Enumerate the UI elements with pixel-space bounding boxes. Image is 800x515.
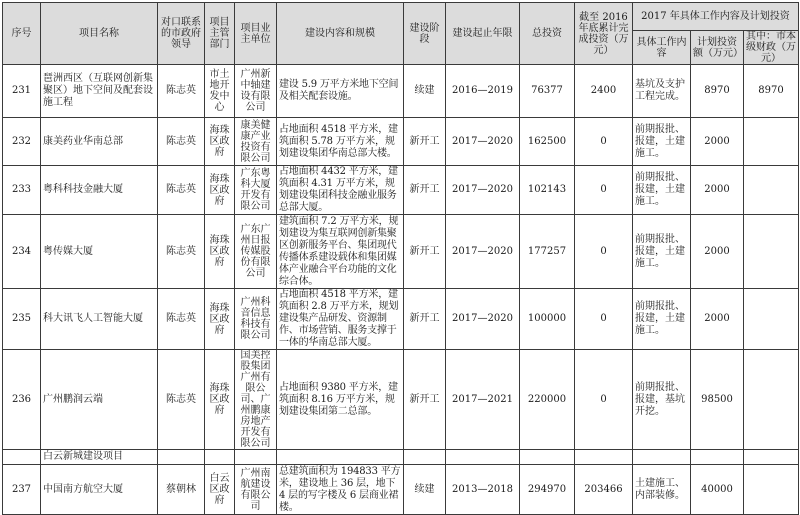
cell-name: 琶洲西区（互联网创新集聚区）地下空间及配套设施工程 bbox=[41, 65, 158, 118]
cell-scope: 建设 5.9 万平方米地下空间及相关配套设施。 bbox=[277, 65, 404, 118]
table-row bbox=[3, 289, 799, 350]
cell-name: 粤传媒大厦 bbox=[41, 215, 158, 289]
cell-owner: 康美健康产业投资有限公司 bbox=[235, 118, 277, 166]
cell-stage: 新开工 bbox=[404, 289, 446, 350]
table-body bbox=[3, 65, 799, 515]
cell-completed: 203466 bbox=[575, 465, 633, 515]
cell-dept: 海珠区政府 bbox=[205, 350, 235, 450]
cell-seq: 237 bbox=[3, 465, 41, 515]
cell-dept: 白云区政府 bbox=[205, 465, 235, 515]
cell-stage: 新开工 bbox=[404, 350, 446, 450]
cell-owner: 广州南航建设有限公司 bbox=[235, 465, 277, 515]
cell-dept: 海珠区政府 bbox=[205, 118, 235, 166]
cell-city-fiscal bbox=[744, 215, 799, 289]
cell-period: 2017—2020 bbox=[446, 118, 520, 166]
cell-owner: 广州科音信息科技有限公司 bbox=[235, 289, 277, 350]
cell-city-fiscal bbox=[744, 465, 799, 515]
cell-owner: 广东广州日报传媒股份有限公司 bbox=[235, 215, 277, 289]
project-table bbox=[2, 2, 799, 515]
header-dept: 项目主管部门 bbox=[205, 3, 235, 65]
cell-completed: 0 bbox=[575, 289, 633, 350]
cell-leader: 陈志英 bbox=[158, 215, 205, 289]
header-period: 建设起止年限 bbox=[446, 3, 520, 65]
cell-dept: 海珠区政府 bbox=[205, 215, 235, 289]
cell-city-fiscal bbox=[744, 350, 799, 450]
table-row bbox=[3, 215, 799, 289]
header-stage: 建设阶段 bbox=[404, 3, 446, 65]
cell-owner: 广东粤科大厦开发有限公司 bbox=[235, 166, 277, 215]
cell-work: 土建施工、内部装修。 bbox=[633, 465, 691, 515]
cell-completed: 2400 bbox=[575, 65, 633, 118]
header-plan-group: 2017 年具体工作内容及计划投资 bbox=[633, 3, 799, 31]
table-row bbox=[3, 65, 799, 118]
cell-total: 220000 bbox=[520, 350, 575, 450]
cell-total: 294970 bbox=[520, 465, 575, 515]
cell-city-fiscal bbox=[744, 118, 799, 166]
cell-plan-invest: 2000 bbox=[691, 215, 744, 289]
cell-total: 162500 bbox=[520, 118, 575, 166]
cell-stage: 新开工 bbox=[404, 215, 446, 289]
cell-period: 2017—2020 bbox=[446, 215, 520, 289]
cell-completed: 0 bbox=[575, 166, 633, 215]
cell-name: 粤科科技金融大厦 bbox=[41, 166, 158, 215]
cell-period: 2017—2020 bbox=[446, 289, 520, 350]
header-scope: 建设内容和规模 bbox=[277, 3, 404, 65]
cell-completed: 0 bbox=[575, 350, 633, 450]
cell-leader: 蔡朝林 bbox=[158, 465, 205, 515]
cell-plan-invest: 8970 bbox=[691, 65, 744, 118]
cell-seq: 231 bbox=[3, 65, 41, 118]
cell-seq: 233 bbox=[3, 166, 41, 215]
header-total: 总投资 bbox=[520, 3, 575, 65]
cell-scope: 建筑面积 7.2 万平方米，规划建设为集互联网创新集聚区创新服务平台、集团现代传播体系建设载体和集团媒体产业融合平台功能的文化综合体。 bbox=[277, 215, 404, 289]
cell-dept: 市土地开发中心 bbox=[205, 65, 235, 118]
cell-total: 102143 bbox=[520, 166, 575, 215]
cell-work: 基坑及支护工程完成。 bbox=[633, 65, 691, 118]
table-row bbox=[3, 465, 799, 515]
header-city-fiscal: 其中：市本级财政（万元） bbox=[744, 31, 799, 65]
cell-stage: 新开工 bbox=[404, 166, 446, 215]
cell-owner: 广州新中轴建设有限公司 bbox=[235, 65, 277, 118]
section-row bbox=[3, 450, 799, 465]
cell-name: 中国南方航空大厦 bbox=[41, 465, 158, 515]
cell-work: 前期报批、报建，土建施工。 bbox=[633, 166, 691, 215]
cell-plan-invest: 98500 bbox=[691, 350, 744, 450]
cell-plan-invest: 2000 bbox=[691, 166, 744, 215]
header-owner: 项目业主单位 bbox=[235, 3, 277, 65]
cell-leader: 陈志英 bbox=[158, 65, 205, 118]
cell-completed: 0 bbox=[575, 118, 633, 166]
cell-work: 前期报批、报建，土建施工。 bbox=[633, 118, 691, 166]
cell-plan-invest: 40000 bbox=[691, 465, 744, 515]
cell-period: 2016—2019 bbox=[446, 65, 520, 118]
table-row bbox=[3, 166, 799, 215]
cell-seq: 232 bbox=[3, 118, 41, 166]
cell-dept: 海珠区政府 bbox=[205, 166, 235, 215]
cell-seq: 235 bbox=[3, 289, 41, 350]
cell-stage: 新开工 bbox=[404, 118, 446, 166]
cell-work: 前期报批、报建，土建施工。 bbox=[633, 289, 691, 350]
cell-city-fiscal bbox=[744, 289, 799, 350]
cell-leader: 陈志英 bbox=[158, 166, 205, 215]
cell-leader: 陈志英 bbox=[158, 118, 205, 166]
cell-scope: 占地面积 4518 平方米，建筑面积 2.8 万平方米，规划建设集产品研发、资源制作、市场营销、服务支撑于一体的华南总部大厦。 bbox=[277, 289, 404, 350]
cell-owner: 国美控股集团广州有限公司、广州鹏康房地产开发有限公司 bbox=[235, 350, 277, 450]
cell-period: 2013—2018 bbox=[446, 465, 520, 515]
header-leader: 对口联系的市政府领导 bbox=[158, 3, 205, 65]
table-header bbox=[3, 3, 799, 65]
table-row bbox=[3, 350, 799, 450]
section-title: 白云新城建设项目 bbox=[41, 450, 158, 465]
table-row bbox=[3, 118, 799, 166]
cell-leader: 陈志英 bbox=[158, 350, 205, 450]
cell-seq: 236 bbox=[3, 350, 41, 450]
header-work: 具体工作内容 bbox=[633, 31, 691, 65]
cell-scope: 总建筑面积为 194833 平方米，建设地上 36 层，地下 4 层的写字楼及 6 层商业裙楼。 bbox=[277, 465, 404, 515]
cell-city-fiscal: 8970 bbox=[744, 65, 799, 118]
header-plan-invest: 计划投资额（万元） bbox=[691, 31, 744, 65]
cell-stage: 续建 bbox=[404, 465, 446, 515]
cell-name: 科大讯飞人工智能大厦 bbox=[41, 289, 158, 350]
cell-scope: 占地面积 9380 平方米，建筑面积 8.16 万平方米，规划建设集团第二总部。 bbox=[277, 350, 404, 450]
cell-scope: 占地面积 4518 平方米，建筑面积 5.78 万平方米，规划建设集团华南总部大楼。 bbox=[277, 118, 404, 166]
header-name: 项目名称 bbox=[41, 3, 158, 65]
cell-work: 前期报批、报建，基坑开挖。 bbox=[633, 350, 691, 450]
cell-stage: 续建 bbox=[404, 65, 446, 118]
cell-period: 2017—2021 bbox=[446, 350, 520, 450]
cell-work: 前期报批、报建，土建施工。 bbox=[633, 215, 691, 289]
cell-city-fiscal bbox=[744, 166, 799, 215]
cell-seq: 234 bbox=[3, 215, 41, 289]
cell-name: 广州鹏润云端 bbox=[41, 350, 158, 450]
cell-completed: 0 bbox=[575, 215, 633, 289]
section-seq-blank bbox=[3, 450, 41, 465]
cell-total: 177257 bbox=[520, 215, 575, 289]
cell-plan-invest: 2000 bbox=[691, 289, 744, 350]
cell-plan-invest: 2000 bbox=[691, 118, 744, 166]
cell-total: 100000 bbox=[520, 289, 575, 350]
cell-leader: 陈志英 bbox=[158, 289, 205, 350]
cell-period: 2017—2020 bbox=[446, 166, 520, 215]
header-completed: 截至 2016 年底累计完成投资（万元） bbox=[575, 3, 633, 65]
header-seq: 序号 bbox=[3, 3, 41, 65]
cell-total: 76377 bbox=[520, 65, 575, 118]
cell-name: 康美药业华南总部 bbox=[41, 118, 158, 166]
cell-scope: 占地面积 4432 平方米，建筑面积 4.31 万平方米，规划建设集团科技金融业服务总部大厦。 bbox=[277, 166, 404, 215]
cell-dept: 海珠区政府 bbox=[205, 289, 235, 350]
